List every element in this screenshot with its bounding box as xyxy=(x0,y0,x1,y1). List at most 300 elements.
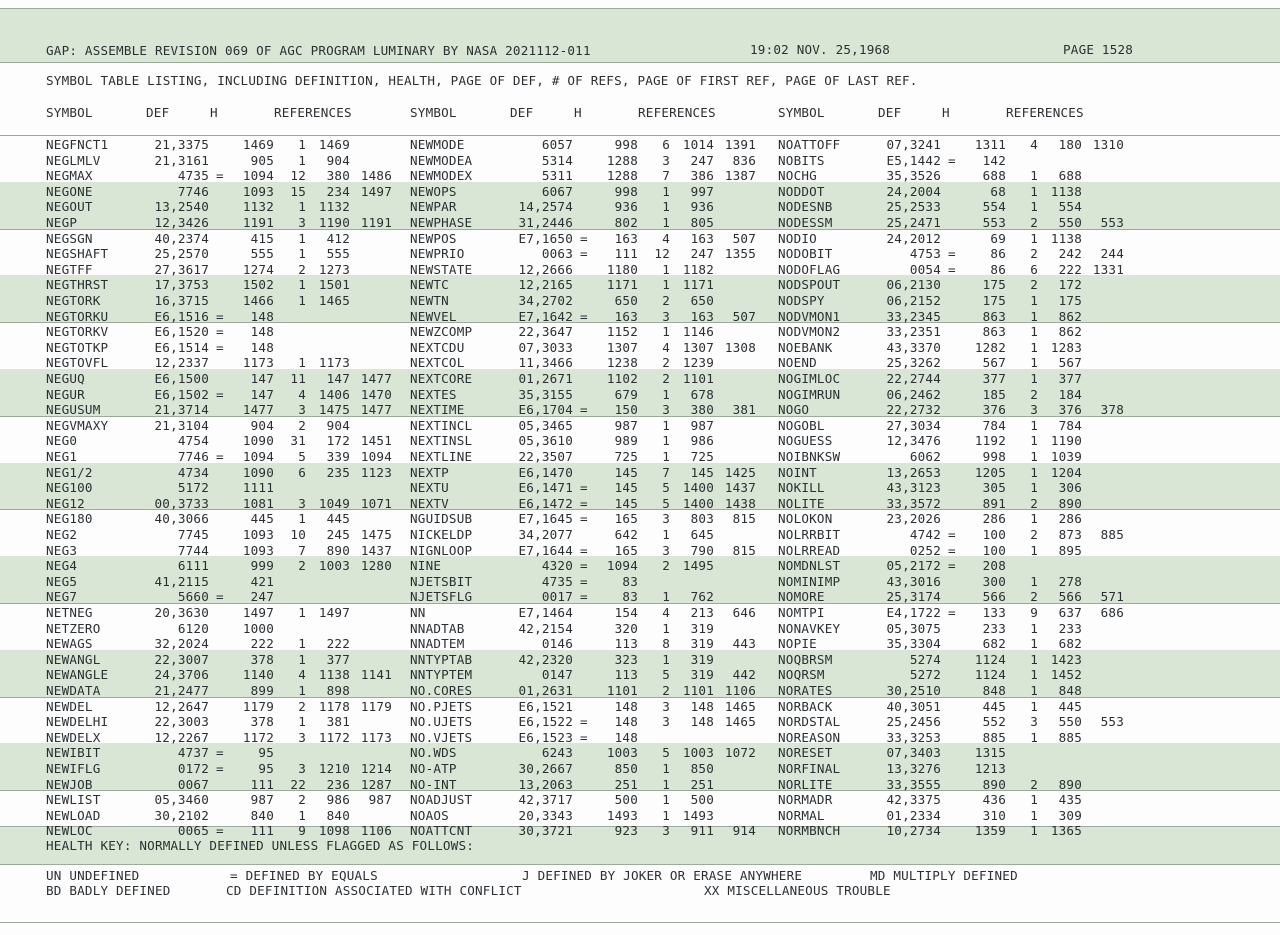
column-header-references: REFERENCES xyxy=(1006,105,1084,120)
cell-def: 07,3403 xyxy=(886,745,941,761)
cell-def: 7746 xyxy=(177,449,209,464)
cell-health-flag: = xyxy=(580,573,588,589)
cell-def: 21,3375 xyxy=(154,137,209,152)
cell-ref-count: 3 xyxy=(298,495,306,511)
cell-ref-count: 2 xyxy=(298,558,306,574)
cell-first-ref-page: 790 xyxy=(690,542,714,558)
cell-def: 42,2154 xyxy=(518,620,573,636)
cell-def: 01,2671 xyxy=(518,371,573,386)
cell-ref-count: 2 xyxy=(1030,215,1038,230)
column-header-symbol: SYMBOL xyxy=(778,105,825,120)
cell-first-ref-page: 936 xyxy=(690,199,714,215)
cell-ref-count: 2 xyxy=(662,355,670,371)
cell-symbol: NOIBNKSW xyxy=(778,449,841,464)
cell-def: 41,2115 xyxy=(154,573,209,589)
cell-def-page: 1466 xyxy=(242,293,274,308)
cell-ref-count: 1 xyxy=(1030,371,1038,386)
cell-def-page: 1171 xyxy=(606,277,638,293)
cell-symbol: NIGNLOOP xyxy=(410,542,473,558)
cell-first-ref-page: 1452 xyxy=(1050,667,1082,683)
cell-def: 21,3161 xyxy=(154,152,209,168)
cell-last-ref-page: 1437 xyxy=(724,480,756,496)
cell-first-ref-page: 566 xyxy=(1058,589,1082,605)
cell-def: 13,2653 xyxy=(886,464,941,480)
cell-ref-count: 2 xyxy=(298,698,306,714)
cell-first-ref-page: 381 xyxy=(326,714,350,730)
cell-first-ref-page: 1497 xyxy=(318,605,350,620)
cell-ref-count: 2 xyxy=(298,417,306,433)
cell-def-page: 377 xyxy=(982,371,1006,386)
cell-def: 12,2647 xyxy=(154,698,209,714)
cell-def-page: 1477 xyxy=(242,402,274,418)
cell-first-ref-page: 236 xyxy=(326,776,350,792)
cell-def-page: 436 xyxy=(982,792,1006,808)
cell-symbol: NEGLMLV xyxy=(46,152,101,168)
cell-def-page: 320 xyxy=(614,620,638,636)
cell-def: E6,1470 xyxy=(518,464,573,480)
cell-symbol: NEGMAX xyxy=(46,168,93,184)
cell-ref-count: 3 xyxy=(1030,714,1038,730)
cell-def: 21,3104 xyxy=(154,417,209,433)
cell-def: 13,2540 xyxy=(154,199,209,215)
cell-last-ref-page: 443 xyxy=(732,636,756,652)
cell-def: 0067 xyxy=(177,776,209,792)
cell-def: 0054 xyxy=(909,261,941,277)
cell-ref-count: 1 xyxy=(662,620,670,636)
cell-def-page: 145 xyxy=(614,480,638,496)
cell-symbol: NEWZCOMP xyxy=(410,324,473,340)
cell-def: 4737 xyxy=(177,745,209,761)
cell-symbol: NEWVEL xyxy=(410,308,457,324)
cell-def: 0017 xyxy=(541,589,573,605)
cell-symbol: NEG3 xyxy=(46,542,78,558)
cell-first-ref-page: 435 xyxy=(1058,792,1082,808)
cell-ref-count: 2 xyxy=(662,683,670,698)
cell-def-page: 142 xyxy=(982,152,1006,168)
cell-first-ref-page: 1469 xyxy=(318,137,350,152)
cell-def-page: 500 xyxy=(614,792,638,808)
cell-last-ref-page: 1391 xyxy=(724,137,756,152)
cell-first-ref-page: 377 xyxy=(1058,371,1082,386)
cell-def-page: 185 xyxy=(982,386,1006,402)
cell-def-page: 1094 xyxy=(242,449,274,464)
cell-def-page: 83 xyxy=(622,589,638,605)
column-header-symbol: SYMBOL xyxy=(410,105,457,120)
cell-def-page: 1093 xyxy=(242,527,274,542)
cell-first-ref-page: 1101 xyxy=(682,371,714,386)
cell-def-page: 1191 xyxy=(242,215,274,230)
cell-ref-count: 1 xyxy=(298,137,306,152)
cell-first-ref-page: 1098 xyxy=(318,823,350,839)
cell-def: 40,2374 xyxy=(154,230,209,246)
cell-symbol: NOADJUST xyxy=(410,792,473,808)
cell-last-ref-page: 1475 xyxy=(360,527,392,542)
cell-symbol: NOPIE xyxy=(778,636,817,652)
cell-ref-count: 1 xyxy=(662,807,670,823)
cell-def: 40,3051 xyxy=(886,698,941,714)
cell-health-flag: = xyxy=(216,761,224,776)
cell-first-ref-page: 862 xyxy=(1058,324,1082,340)
cell-symbol: NEGTOVFL xyxy=(46,355,109,371)
cell-def: 22,3647 xyxy=(518,324,573,340)
cell-symbol: NEG0 xyxy=(46,433,78,449)
cell-def-page: 863 xyxy=(982,308,1006,324)
cell-def-page: 1274 xyxy=(242,261,274,277)
cell-ref-count: 1 xyxy=(298,605,306,620)
cell-symbol: NOGO xyxy=(778,402,810,418)
cell-def: 12,2165 xyxy=(518,277,573,293)
cell-ref-count: 1 xyxy=(1030,168,1038,184)
cell-first-ref-page: 235 xyxy=(326,464,350,480)
cell-first-ref-page: 148 xyxy=(690,698,714,714)
cell-symbol: NEGTORKU xyxy=(46,308,109,324)
cell-ref-count: 1 xyxy=(662,386,670,402)
cell-ref-count: 1 xyxy=(298,636,306,652)
cell-ref-count: 1 xyxy=(662,199,670,215)
cell-symbol: NEWANGLE xyxy=(46,667,109,683)
cell-symbol: NJETSBIT xyxy=(410,573,473,589)
cell-symbol: NEGTORK xyxy=(46,293,101,308)
cell-ref-count: 7 xyxy=(298,542,306,558)
cell-first-ref-page: 376 xyxy=(1058,402,1082,418)
cell-ref-count: 1 xyxy=(1030,620,1038,636)
cell-ref-count: 5 xyxy=(298,449,306,464)
cell-ref-count: 2 xyxy=(1030,776,1038,792)
cell-health-flag: = xyxy=(948,558,956,574)
cell-ref-count: 3 xyxy=(1030,402,1038,418)
cell-first-ref-page: 1003 xyxy=(318,558,350,574)
cell-ref-count: 3 xyxy=(662,823,670,839)
cell-health-flag: = xyxy=(216,823,224,839)
cell-symbol: NOMTPI xyxy=(778,605,825,620)
cell-symbol: NOAOS xyxy=(410,807,449,823)
cell-def-page: 148 xyxy=(614,729,638,745)
cell-last-ref-page: 1173 xyxy=(360,729,392,745)
cell-def: 33,2345 xyxy=(886,308,941,324)
cell-ref-count: 1 xyxy=(1030,542,1038,558)
cell-def: 0065 xyxy=(177,823,209,839)
cell-symbol: NODOFLAG xyxy=(778,261,841,277)
cell-health-flag: = xyxy=(948,246,956,262)
cell-def: 23,2026 xyxy=(886,511,941,527)
cell-symbol: NO.PJETS xyxy=(410,698,473,714)
cell-ref-count: 1 xyxy=(1030,199,1038,215)
cell-health-flag: = xyxy=(580,714,588,730)
cell-health-flag: = xyxy=(948,261,956,277)
cell-symbol: NOLOKON xyxy=(778,511,833,527)
cell-last-ref-page: 815 xyxy=(732,542,756,558)
cell-symbol: NEGSHAFT xyxy=(46,246,109,262)
cell-def-page: 150 xyxy=(614,402,638,418)
cell-symbol: NEG7 xyxy=(46,589,78,605)
cell-def: 27,3034 xyxy=(886,417,941,433)
cell-def-page: 95 xyxy=(258,745,274,761)
cell-ref-count: 1 xyxy=(662,417,670,433)
cell-ref-count: 1 xyxy=(298,651,306,667)
cell-symbol: NODIO xyxy=(778,230,817,246)
cell-symbol: NEWDEL xyxy=(46,698,93,714)
column-header-def: DEF xyxy=(146,105,170,120)
cell-first-ref-page: 862 xyxy=(1058,308,1082,324)
cell-def-page: 923 xyxy=(614,823,638,839)
cell-symbol: NOLRREAD xyxy=(778,542,841,558)
cell-symbol: NEGP xyxy=(46,215,78,230)
cell-def: 4753 xyxy=(909,246,941,262)
cell-first-ref-page: 1210 xyxy=(318,761,350,776)
cell-def-page: 163 xyxy=(614,308,638,324)
cell-symbol: NORDSTAL xyxy=(778,714,841,730)
cell-first-ref-page: 412 xyxy=(326,230,350,246)
cell-first-ref-page: 380 xyxy=(690,402,714,418)
cell-ref-count: 2 xyxy=(662,558,670,574)
cell-ref-count: 5 xyxy=(662,480,670,496)
cell-first-ref-page: 247 xyxy=(690,152,714,168)
cell-ref-count: 1 xyxy=(1030,807,1038,823)
cell-ref-count: 2 xyxy=(1030,495,1038,511)
cell-def: E6,1523 xyxy=(518,729,573,745)
cell-first-ref-page: 245 xyxy=(326,527,350,542)
cell-last-ref-page: 1094 xyxy=(360,449,392,464)
cell-ref-count: 3 xyxy=(662,511,670,527)
cell-symbol: NEGTOTKP xyxy=(46,339,109,355)
cell-def-page: 1094 xyxy=(606,558,638,574)
cell-symbol: NORBACK xyxy=(778,698,833,714)
cell-last-ref-page: 1387 xyxy=(724,168,756,184)
cell-def-page: 145 xyxy=(614,495,638,511)
column-header-references: REFERENCES xyxy=(274,105,352,120)
cell-def: 5311 xyxy=(541,168,573,184)
cell-first-ref-page: 1239 xyxy=(682,355,714,371)
cell-ref-count: 1 xyxy=(1030,667,1038,683)
cell-first-ref-page: 1003 xyxy=(682,745,714,761)
cell-first-ref-page: 997 xyxy=(690,183,714,199)
cell-first-ref-page: 678 xyxy=(690,386,714,402)
page-header-timestamp: 19:02 NOV. 25,1968 xyxy=(750,42,891,57)
cell-ref-count: 2 xyxy=(662,371,670,386)
cell-def: 12,3476 xyxy=(886,433,941,449)
cell-def-page: 1493 xyxy=(606,807,638,823)
cell-def-page: 147 xyxy=(250,386,274,402)
cell-def: 05,2172 xyxy=(886,558,941,574)
cell-def-page: 1205 xyxy=(974,464,1006,480)
cell-def: 12,2666 xyxy=(518,261,573,277)
cell-def-page: 1288 xyxy=(606,152,638,168)
cell-first-ref-page: 550 xyxy=(1058,215,1082,230)
cell-ref-count: 10 xyxy=(290,527,306,542)
cell-ref-count: 1 xyxy=(1030,464,1038,480)
cell-symbol: NEXTIME xyxy=(410,402,465,418)
cell-symbol: NINE xyxy=(410,558,442,574)
cell-symbol: NEWTC xyxy=(410,277,449,293)
cell-first-ref-page: 550 xyxy=(1058,714,1082,730)
cell-def-page: 688 xyxy=(982,168,1006,184)
cell-ref-count: 3 xyxy=(662,402,670,418)
cell-first-ref-page: 234 xyxy=(326,183,350,199)
cell-def: 6067 xyxy=(541,183,573,199)
cell-def: 42,3375 xyxy=(886,792,941,808)
cell-def: E7,1642 xyxy=(518,308,573,324)
cell-symbol: NEG5 xyxy=(46,573,78,589)
cell-symbol: NOMINIMP xyxy=(778,573,841,589)
cell-symbol: NODVMON1 xyxy=(778,308,841,324)
cell-last-ref-page: 1465 xyxy=(724,698,756,714)
cell-first-ref-page: 319 xyxy=(690,667,714,683)
cell-last-ref-page: 1280 xyxy=(360,558,392,574)
cell-def: 12,2337 xyxy=(154,355,209,371)
cell-symbol: NODESNB xyxy=(778,199,833,215)
cell-def-page: 989 xyxy=(614,433,638,449)
cell-first-ref-page: 1172 xyxy=(318,729,350,745)
cell-symbol: NOGUESS xyxy=(778,433,833,449)
cell-ref-count: 3 xyxy=(662,714,670,730)
cell-def: 4320 xyxy=(541,558,573,574)
cell-symbol: NOBITS xyxy=(778,152,825,168)
cell-ref-count: 15 xyxy=(290,183,306,199)
cell-ref-count: 6 xyxy=(662,137,670,152)
cell-def: 22,2732 xyxy=(886,402,941,418)
cell-first-ref-page: 222 xyxy=(1058,261,1082,277)
cell-symbol: NEXTCORE xyxy=(410,371,473,386)
cell-first-ref-page: 1204 xyxy=(1050,464,1082,480)
cell-def-page: 784 xyxy=(982,417,1006,433)
cell-def: 7745 xyxy=(177,527,209,542)
cell-last-ref-page: 1141 xyxy=(360,667,392,683)
cell-health-flag: = xyxy=(580,511,588,527)
cell-def-page: 1111 xyxy=(242,480,274,496)
cell-ref-count: 7 xyxy=(662,168,670,184)
column-header-health: H xyxy=(574,105,582,120)
cell-def-page: 885 xyxy=(982,729,1006,745)
cell-ref-count: 3 xyxy=(298,761,306,776)
cell-def-page: 1090 xyxy=(242,433,274,449)
cell-def-page: 100 xyxy=(982,527,1006,542)
cell-def-page: 165 xyxy=(614,511,638,527)
cell-symbol: NOQRSM xyxy=(778,667,825,683)
cell-symbol: NODOBIT xyxy=(778,246,833,262)
cell-ref-count: 1 xyxy=(1030,449,1038,464)
cell-def-page: 1180 xyxy=(606,261,638,277)
cell-first-ref-page: 213 xyxy=(690,605,714,620)
health-key-title: HEALTH KEY: NORMALLY DEFINED UNLESS FLAGGED AS FOLLOWS: xyxy=(46,838,475,853)
cell-def: 05,3465 xyxy=(518,417,573,433)
column-header-health: H xyxy=(942,105,950,120)
cell-def: 01,2631 xyxy=(518,683,573,698)
cell-ref-count: 1 xyxy=(298,246,306,262)
cell-ref-count: 1 xyxy=(662,215,670,230)
cell-def-page: 86 xyxy=(990,246,1006,262)
cell-def: 27,3617 xyxy=(154,261,209,277)
cell-symbol: NOEND xyxy=(778,355,817,371)
cell-last-ref-page: 1465 xyxy=(724,714,756,730)
cell-def: E6,1704 xyxy=(518,402,573,418)
cell-def-page: 850 xyxy=(614,761,638,776)
cell-def: 21,3714 xyxy=(154,402,209,418)
cell-first-ref-page: 247 xyxy=(690,246,714,262)
cell-first-ref-page: 242 xyxy=(1058,246,1082,262)
listing-subtitle: SYMBOL TABLE LISTING, INCLUDING DEFINITION, HEALTH, PAGE OF DEF, # OF REFS, PAGE OF FIRST REF, PAGE OF LAST REF. xyxy=(46,73,918,88)
cell-first-ref-page: 1182 xyxy=(682,261,714,277)
cell-health-flag: = xyxy=(580,542,588,558)
cell-ref-count: 2 xyxy=(1030,589,1038,605)
cell-def-page: 1311 xyxy=(974,137,1006,152)
cell-def: E6,1471 xyxy=(518,480,573,496)
cell-ref-count: 1 xyxy=(662,651,670,667)
cell-def: E6,1502 xyxy=(154,386,209,402)
health-key-multiply: MD MULTIPLY DEFINED xyxy=(870,868,1018,883)
cell-symbol: NEWSTATE xyxy=(410,261,473,277)
cell-first-ref-page: 1307 xyxy=(682,339,714,355)
cell-def-page: 415 xyxy=(250,230,274,246)
cell-ref-count: 1 xyxy=(1030,183,1038,199)
cell-first-ref-page: 1423 xyxy=(1050,651,1082,667)
cell-ref-count: 1 xyxy=(662,449,670,464)
page-header-title: GAP: ASSEMBLE REVISION 069 OF AGC PROGRAM LUMINARY BY NASA 2021112-011 xyxy=(46,43,591,58)
cell-health-flag: = xyxy=(216,168,224,184)
cell-first-ref-page: 386 xyxy=(690,168,714,184)
cell-first-ref-page: 911 xyxy=(690,823,714,839)
cell-last-ref-page: 553 xyxy=(1100,215,1124,230)
cell-ref-count: 4 xyxy=(298,667,306,683)
cell-ref-count: 1 xyxy=(1030,308,1038,324)
cell-def: 25,3174 xyxy=(886,589,941,605)
cell-symbol: NEWLOC xyxy=(46,823,93,839)
cell-ref-count: 1 xyxy=(1030,339,1038,355)
cell-first-ref-page: 890 xyxy=(1058,495,1082,511)
cell-def: 43,3370 xyxy=(886,339,941,355)
cell-def-page: 147 xyxy=(250,371,274,386)
cell-def-page: 445 xyxy=(982,698,1006,714)
cell-last-ref-page: 1477 xyxy=(360,371,392,386)
cell-def: 32,2024 xyxy=(154,636,209,652)
cell-last-ref-page: 553 xyxy=(1100,714,1124,730)
cell-first-ref-page: 148 xyxy=(690,714,714,730)
cell-def: 25,2456 xyxy=(886,714,941,730)
cell-last-ref-page: 987 xyxy=(368,792,392,808)
cell-symbol: NEXTU xyxy=(410,480,449,496)
cell-ref-count: 7 xyxy=(662,464,670,480)
cell-ref-count: 2 xyxy=(1030,386,1038,402)
cell-first-ref-page: 278 xyxy=(1058,573,1082,589)
cell-symbol: NORMAL xyxy=(778,807,825,823)
cell-first-ref-page: 873 xyxy=(1058,527,1082,542)
cell-def-page: 163 xyxy=(614,230,638,246)
cell-ref-count: 1 xyxy=(1030,792,1038,808)
cell-def: E6,1500 xyxy=(154,371,209,386)
cell-first-ref-page: 145 xyxy=(690,464,714,480)
cell-ref-count: 1 xyxy=(298,511,306,527)
cell-first-ref-page: 445 xyxy=(326,511,350,527)
cell-def: 20,3343 xyxy=(518,807,573,823)
cell-def: 07,3033 xyxy=(518,339,573,355)
cell-last-ref-page: 1486 xyxy=(360,168,392,184)
cell-def-page: 310 xyxy=(982,807,1006,823)
cell-first-ref-page: 803 xyxy=(690,511,714,527)
cell-first-ref-page: 319 xyxy=(690,651,714,667)
cell-first-ref-page: 306 xyxy=(1058,480,1082,496)
cell-ref-count: 1 xyxy=(662,527,670,542)
cell-symbol: NEWLOAD xyxy=(46,807,101,823)
cell-symbol: NEG12 xyxy=(46,495,85,511)
cell-first-ref-page: 147 xyxy=(326,371,350,386)
cell-def-page: 421 xyxy=(250,573,274,589)
cell-first-ref-page: 339 xyxy=(326,449,350,464)
cell-ref-count: 3 xyxy=(298,402,306,418)
cell-def: 7744 xyxy=(177,542,209,558)
cell-first-ref-page: 688 xyxy=(1058,168,1082,184)
cell-first-ref-page: 1400 xyxy=(682,480,714,496)
cell-ref-count: 4 xyxy=(662,605,670,620)
cell-def: 4754 xyxy=(177,433,209,449)
